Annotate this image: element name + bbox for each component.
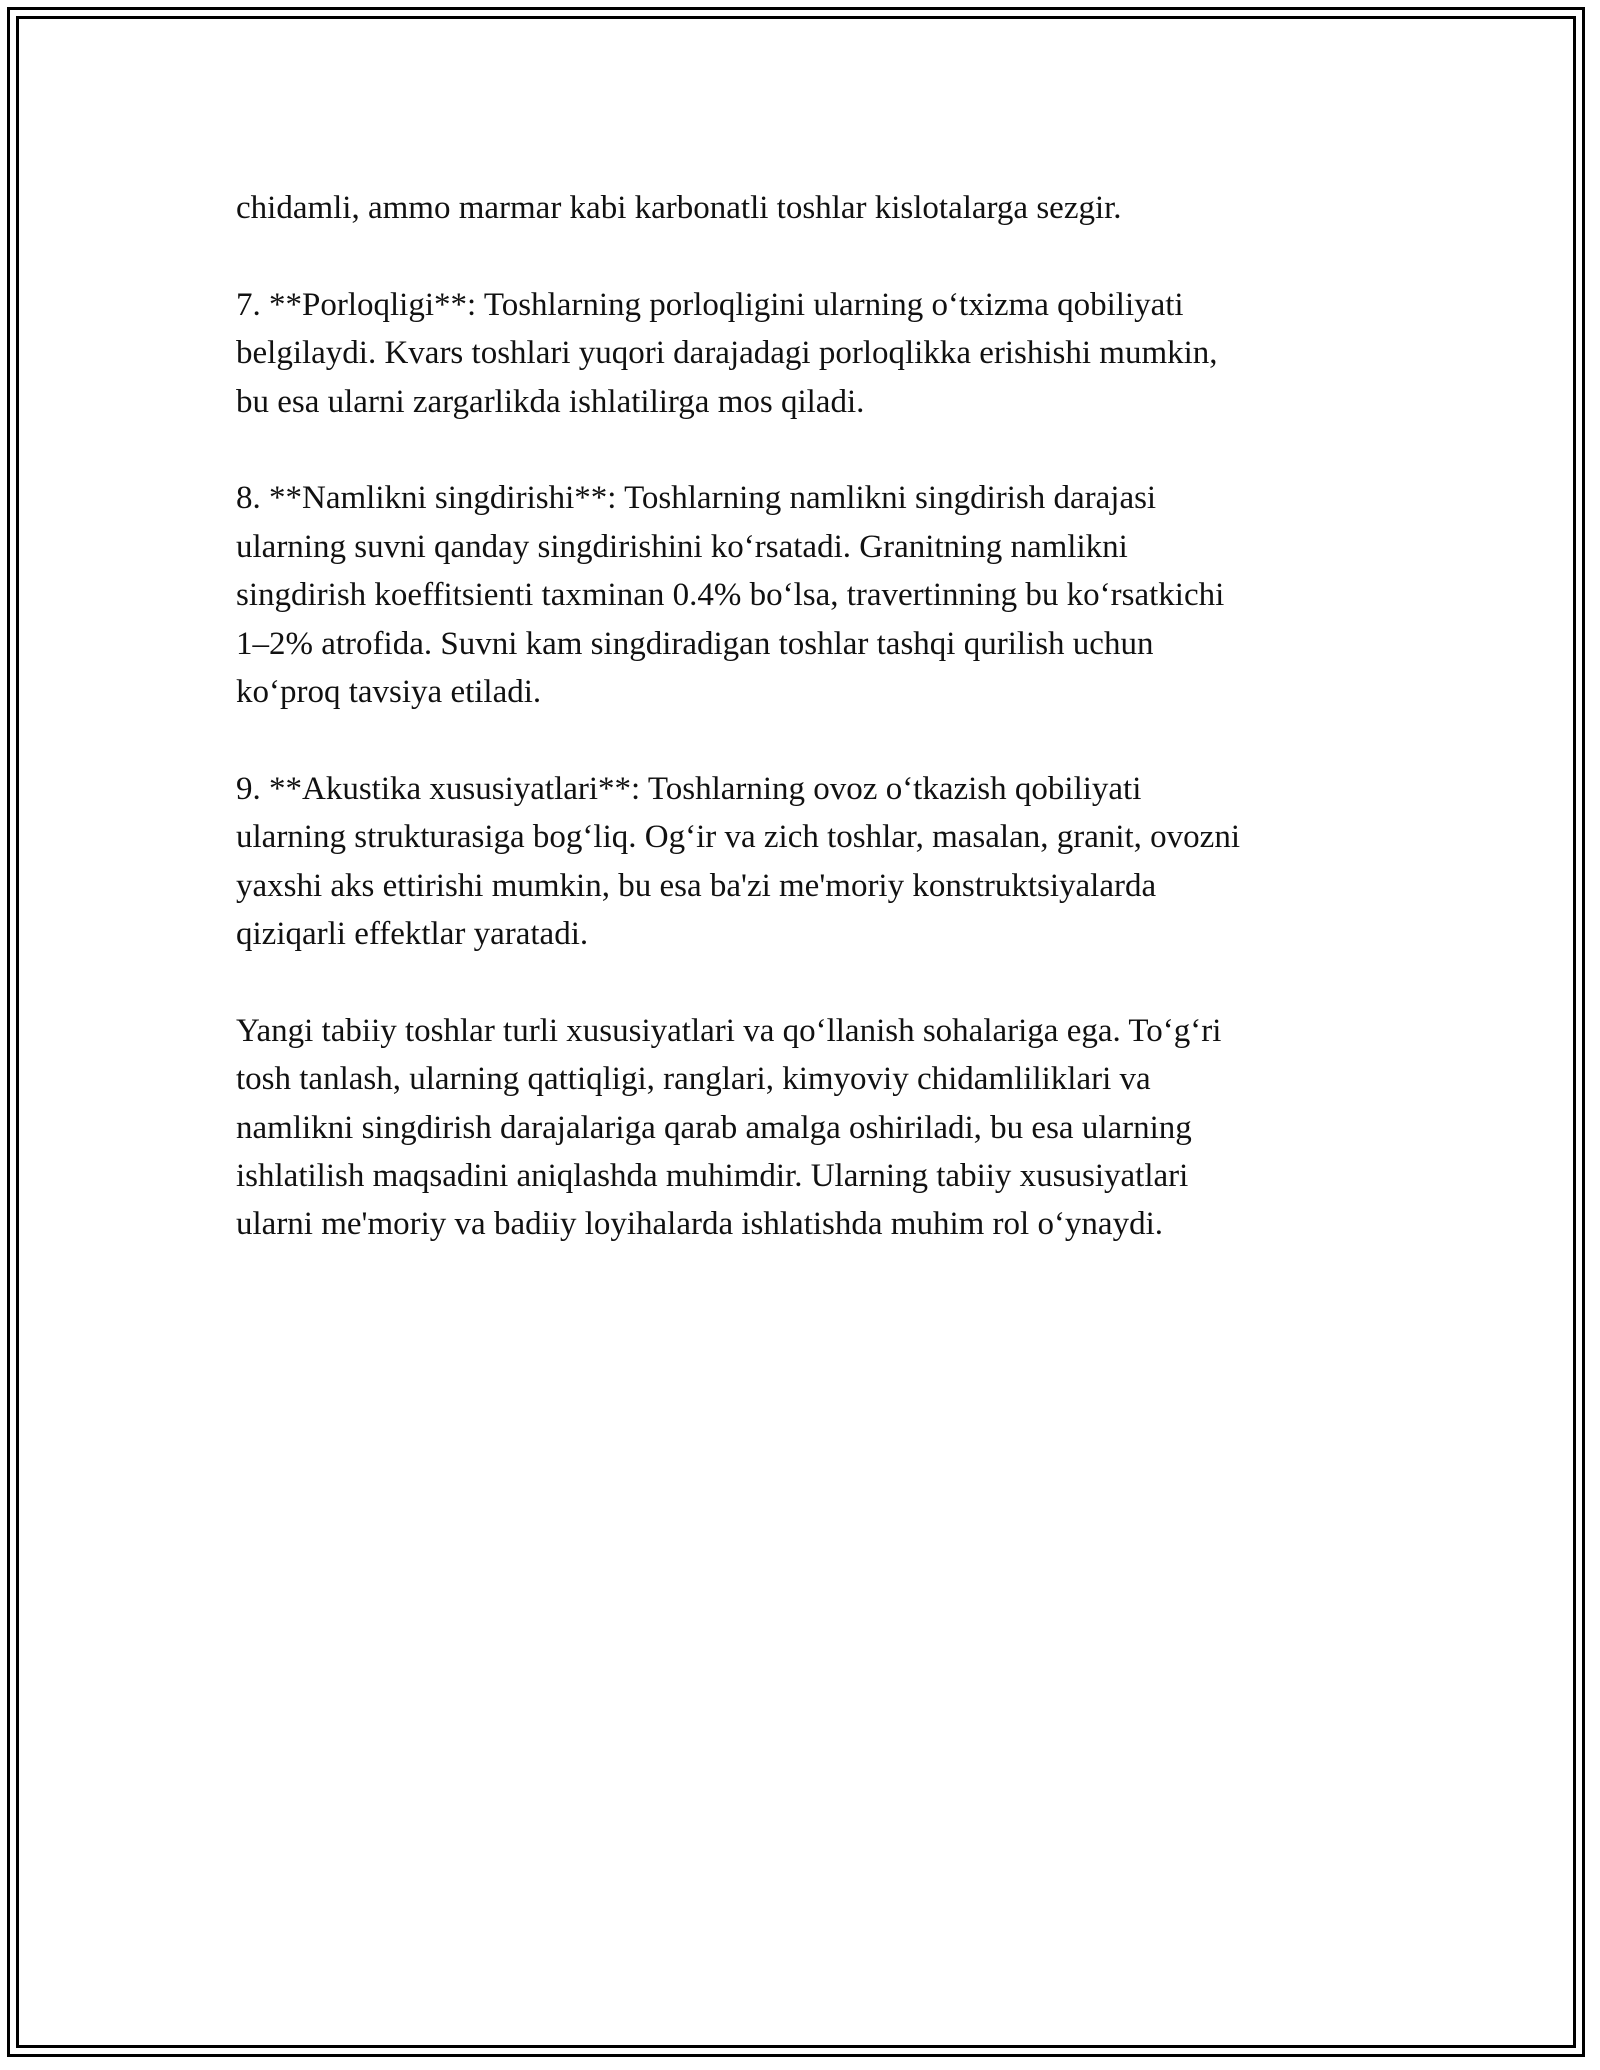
text-line: 9. **Akustika xususiyatlari**: Toshlarning ovoz o‘tkazish qobiliyati: [236, 770, 1142, 807]
text-line: ko‘proq tavsiya etiladi.: [236, 674, 542, 711]
text-line: ularning suvni qanday singdirishini ko‘rsatadi. Granitning namlikni: [236, 528, 1128, 565]
text-line: bu esa ularni zargarlikda ishlatilirga mos qiladi.: [236, 383, 865, 420]
text-line: 8. **Namlikni singdirishi**: Toshlarning namlikni singdirish darajasi: [236, 480, 1157, 517]
document-body: [236, 184, 1366, 1297]
paragraph-conclusion: [236, 1007, 1366, 1249]
text-line: ularni me'moriy va badiiy loyihalarda ishlatishda muhim rol o‘ynaydi.: [236, 1206, 1163, 1243]
text-line: tosh tanlash, ularning qattiqligi, ranglari, kimyoviy chidamliliklari va: [236, 1061, 1151, 1098]
text-line: 7. **Porloqligi**: Toshlarning porloqligini ularning o‘txizma qobiliyati: [236, 286, 1184, 323]
text-line: singdirish koeffitsienti taxminan 0.4% bo‘lsa, travertinning bu ko‘rsatkichi: [236, 577, 1225, 614]
text-line: chidamli, ammo marmar kabi karbonatli toshlar kislotalarga sezgir.: [236, 190, 1122, 226]
text-line: Yangi tabiiy toshlar turli xususiyatlari va qo‘llanish sohalariga ega. To‘g‘ri: [236, 1012, 1222, 1049]
paragraph-namlikni-singdirishi: [236, 474, 1366, 716]
text-line: ularning strukturasiga bog‘liq. Og‘ir va zich toshlar, masalan, granit, ovozni: [236, 819, 1241, 856]
paragraph-continuation: [236, 184, 1366, 232]
text-line: namlikni singdirish darajalariga qarab amalga oshiriladi, bu esa ularning: [236, 1109, 1192, 1146]
text-line: ishlatilish maqsadini aniqlashda muhimdir. Ularning tabiiy xususiyatlari: [236, 1158, 1189, 1195]
text-line: 1–2% atrofida. Suvni kam singdiradigan toshlar tashqi qurilish uchun: [236, 625, 1154, 662]
text-line: qiziqarli effektlar yaratadi.: [236, 916, 589, 953]
paragraph-akustika-xususiyatlari: [236, 765, 1366, 959]
text-line: yaxshi aks ettirishi mumkin, bu esa ba'zi me'moriy konstruktsiyalarda: [236, 867, 1157, 904]
paragraph-porloqligi: [236, 281, 1366, 426]
text-line: belgilaydi. Kvars toshlari yuqori darajadagi porloqlikka erishishi mumkin,: [236, 335, 1218, 372]
